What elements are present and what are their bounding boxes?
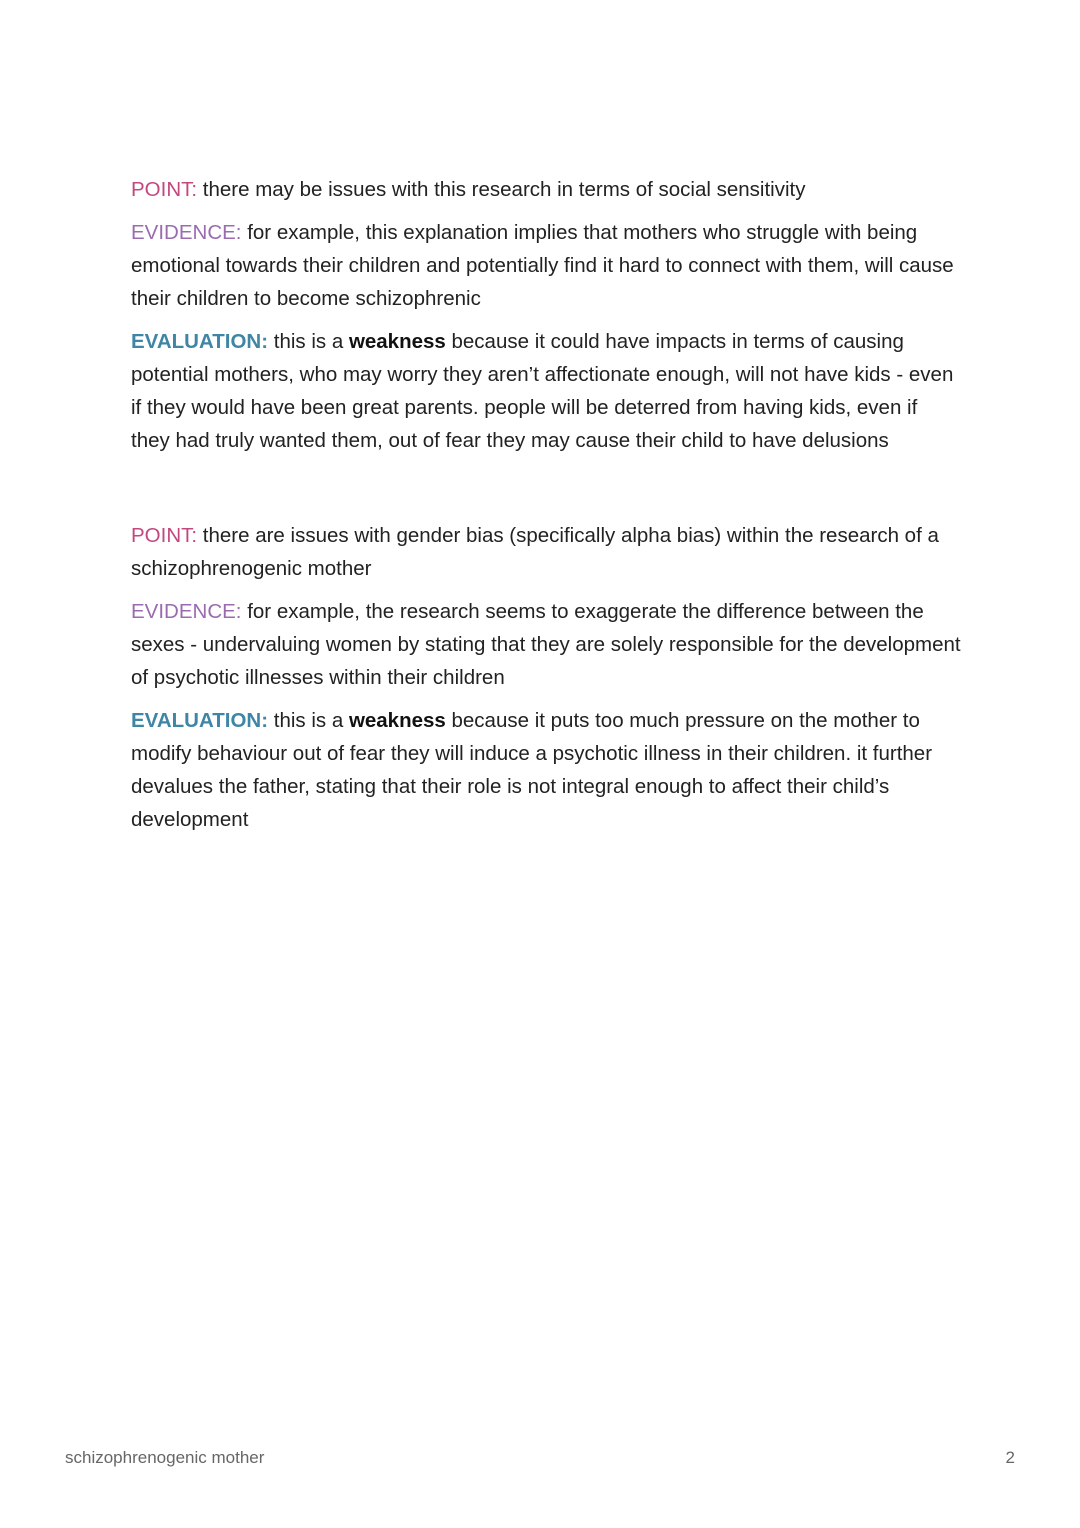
evaluation-label: EVALUATION:: [131, 709, 269, 732]
evaluation-text-post: because it puts too much pressure on the mother to modify behaviour out of fear they will induce a psychotic illness in their children. it further devalues the father, stating that their role is not integral enough to affect their child’s development: [131, 709, 933, 831]
evaluation-emphasis: weakness: [348, 330, 446, 353]
evaluation-text-post: because it could have impacts in terms of causing potential mothers, who may worry they aren’t affectionate enough, will not have kids - even if they would have been great parents. people will be deterred from having kids, even if they had truly wanted them, out of fear they may cause their child to have delusions: [131, 330, 954, 452]
evidence-text: for example, the research seems to exaggerate the difference between the sexes - undervaluing women by stating that they are solely responsible for the development of psychotic illnesses within their children: [131, 600, 961, 689]
evaluation-text-pre: this is a: [268, 709, 349, 732]
evidence-label: EVIDENCE:: [131, 221, 242, 244]
point-paragraph: [131, 173, 961, 206]
evaluation-paragraph: [131, 704, 961, 836]
point-label: POINT:: [131, 178, 198, 201]
evidence-paragraph: [131, 216, 961, 315]
evaluation-label: EVALUATION:: [131, 330, 269, 353]
evidence-text: for example, this explanation implies that mothers who struggle with being emotional towards their children and potentially find it hard to connect with them, will cause their children to become schizophrenic: [131, 221, 954, 310]
point-text: there may be issues with this research in terms of social sensitivity: [197, 178, 806, 201]
evaluation-paragraph: [131, 325, 961, 457]
evaluation-text-pre: this is a: [268, 330, 349, 353]
document-body: [131, 173, 961, 846]
evidence-paragraph: [131, 595, 961, 694]
evaluation-emphasis: weakness: [348, 709, 446, 732]
section-spacer: [131, 467, 961, 519]
footer-title: schizophrenogenic mother: [65, 1448, 265, 1467]
point-text: there are issues with gender bias (specifically alpha bias) within the research of a schizophrenogenic mother: [131, 524, 939, 580]
point-paragraph: [131, 519, 961, 585]
point-label: POINT:: [131, 524, 198, 547]
page-number: 2: [1005, 1448, 1015, 1467]
evidence-label: EVIDENCE:: [131, 600, 242, 623]
